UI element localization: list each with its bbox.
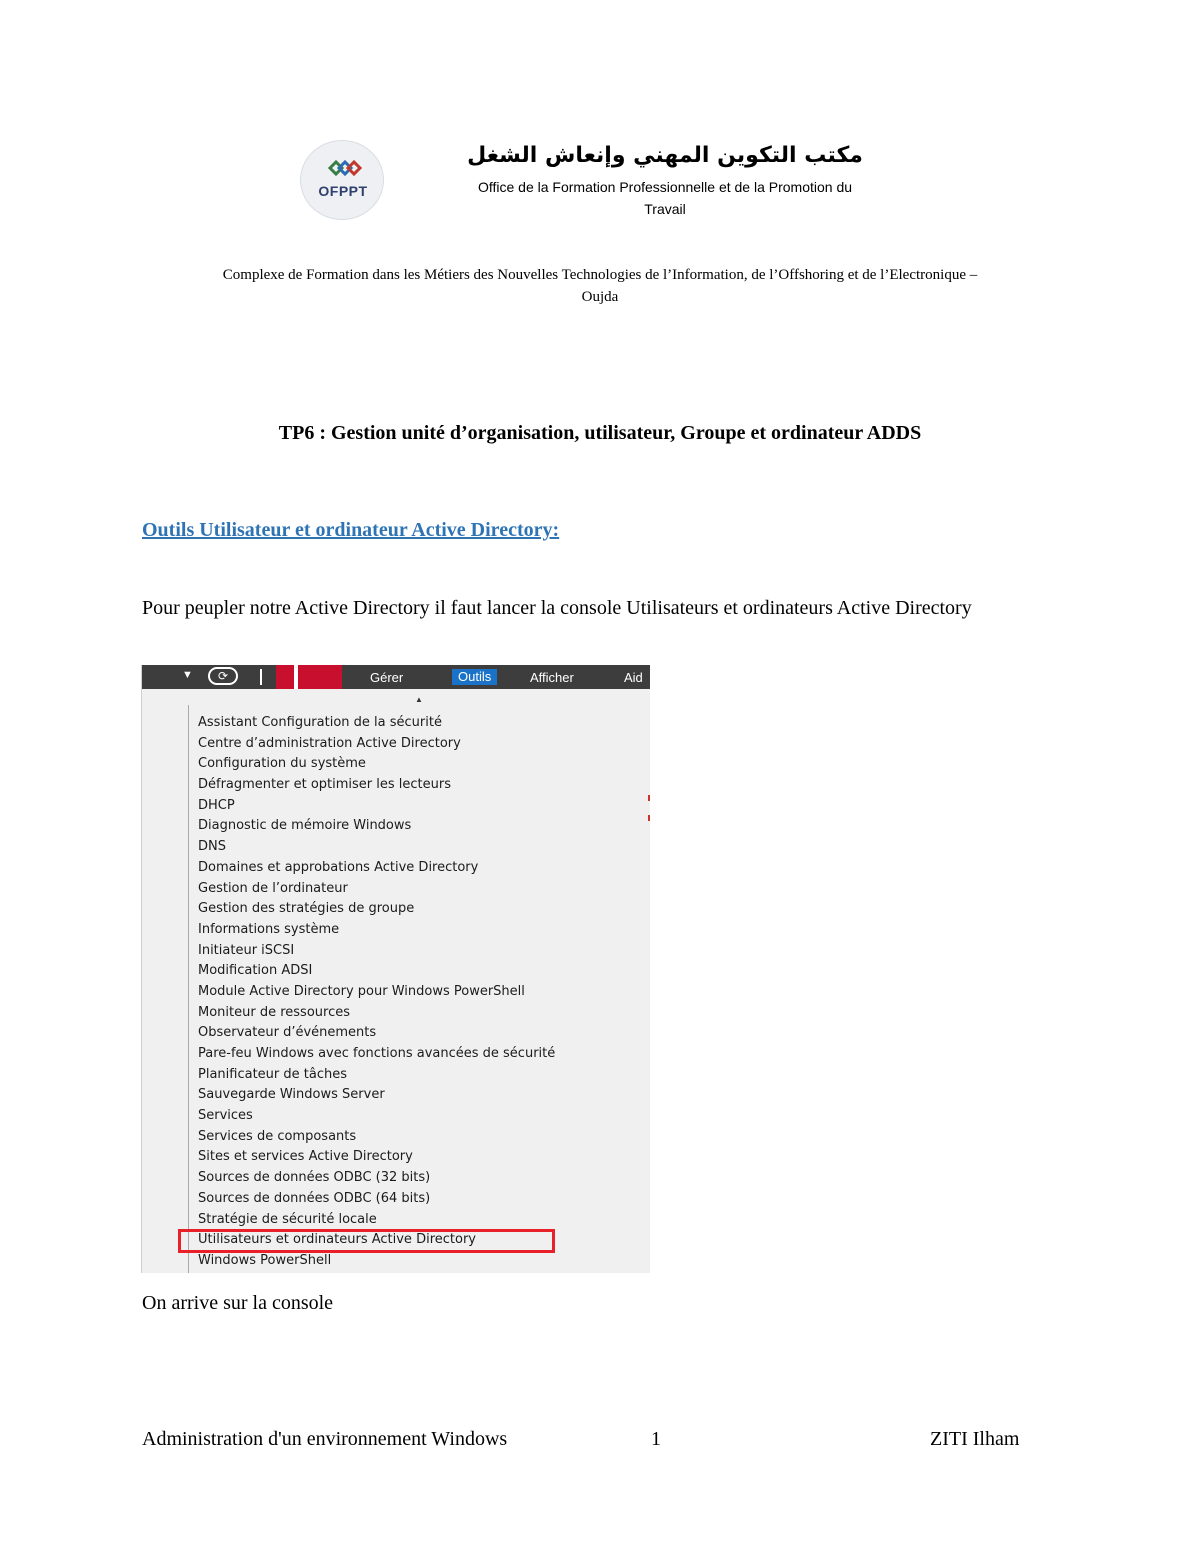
menu-item[interactable]: Assistant Configuration de la sécurité — [198, 715, 442, 730]
footer-author: ZITI Ilham — [930, 1428, 1020, 1450]
menu-item[interactable]: Module Active Directory pour Windows PowerShell — [198, 983, 525, 999]
menu-item[interactable]: Moniteur de ressources — [198, 1004, 350, 1020]
complexe-line2: Oujda — [581, 289, 619, 305]
menu-item[interactable]: Modification ADSI — [198, 963, 313, 979]
complexe-line1: Complexe de Formation dans les Métiers des Nouvelles Technologies de l’Information, de l’Offshoring et de l’Electronique – — [222, 267, 978, 283]
menu-item[interactable]: Sources de données ODBC (32 bits) — [198, 1170, 431, 1186]
menu-aide[interactable]: Aid — [624, 670, 643, 685]
menu-item[interactable]: Pare-feu Windows avec fonctions avancées de sécurité — [198, 1046, 556, 1061]
menu-item[interactable]: Planificateur de tâches — [198, 1066, 347, 1082]
background-mark — [648, 795, 650, 801]
menu-item[interactable]: Centre d’administration Active Directory — [198, 735, 461, 751]
toolbar-separator — [260, 669, 262, 685]
footer-page-number: 1 — [651, 1428, 661, 1450]
menu-item[interactable]: Services de composants — [198, 1128, 357, 1144]
section-heading: Outils Utilisateur et ordinateur Active Directory: — [142, 519, 560, 541]
logo-text: OFPPT — [318, 183, 368, 199]
institution-name-line2: Travail — [644, 201, 686, 217]
menu-outils[interactable]: Outils — [452, 669, 497, 685]
menu-item[interactable]: DHCP — [198, 797, 235, 813]
menu-afficher[interactable]: Afficher — [530, 670, 574, 685]
arabic-institution-name: مكتب التكوين المهني وإنعاش الشغل — [467, 143, 863, 168]
after-screenshot-text: On arrive sur la console — [142, 1292, 334, 1314]
institution-name — [430, 176, 900, 220]
menu-item[interactable]: Gestion des stratégies de groupe — [198, 901, 415, 917]
menu-item[interactable]: DNS — [198, 839, 226, 855]
logo-mark-icon — [301, 141, 385, 221]
tools-menu-list — [198, 713, 555, 1272]
menu-item[interactable]: Configuration du système — [198, 756, 366, 772]
menu-item[interactable]: Domaines et approbations Active Directory — [198, 859, 479, 875]
menu-item[interactable]: Gestion de l’ordinateur — [198, 880, 348, 896]
menu-item[interactable]: Sites et services Active Directory — [198, 1149, 413, 1165]
ofppt-logo — [300, 140, 384, 220]
intro-paragraph: Pour peupler notre Active Directory il faut lancer la console Utilisateurs et ordinateurs Active Directory — [142, 597, 972, 619]
menu-item[interactable]: Services — [198, 1108, 253, 1124]
menu-item[interactable]: Observateur d’événements — [198, 1025, 377, 1041]
notification-flag-background — [276, 665, 342, 689]
document-title: TP6 : Gestion unité d’organisation, utilisateur, Groupe et ordinateur ADDS — [278, 422, 922, 444]
flag-icon — [294, 665, 298, 689]
footer-course: Administration d'un environnement Windows — [142, 1428, 508, 1450]
dropdown-caret-icon: ▼ — [182, 669, 193, 681]
menu-item[interactable]: Initiateur iSCSI — [198, 942, 295, 958]
menu-item-users-computers-ad[interactable]: Utilisateurs et ordinateurs Active Directory — [198, 1232, 476, 1248]
highlight-box — [178, 1229, 555, 1253]
tools-menu-screenshot — [141, 665, 650, 1273]
background-mark — [648, 815, 650, 821]
server-manager-toolbar — [142, 665, 650, 689]
refresh-icon: ⟳ — [208, 667, 238, 685]
menu-item[interactable]: Diagnostic de mémoire Windows — [198, 818, 412, 834]
scroll-up-arrow-icon[interactable]: ▲ — [415, 695, 423, 704]
menu-border — [188, 705, 189, 1273]
menu-item[interactable]: Sauvegarde Windows Server — [198, 1087, 385, 1103]
menu-gerer[interactable]: Gérer — [370, 670, 404, 685]
menu-item[interactable]: Windows PowerShell — [198, 1252, 332, 1268]
menu-item[interactable]: Stratégie de sécurité locale — [198, 1211, 377, 1227]
menu-item[interactable]: Défragmenter et optimiser les lecteurs — [198, 777, 452, 793]
menu-item[interactable]: Informations système — [198, 921, 340, 937]
complexe-name — [140, 264, 1060, 308]
institution-name-line1: Office de la Formation Professionnelle et de la Promotion du — [477, 179, 853, 195]
menu-item[interactable]: Sources de données ODBC (64 bits) — [198, 1190, 431, 1206]
